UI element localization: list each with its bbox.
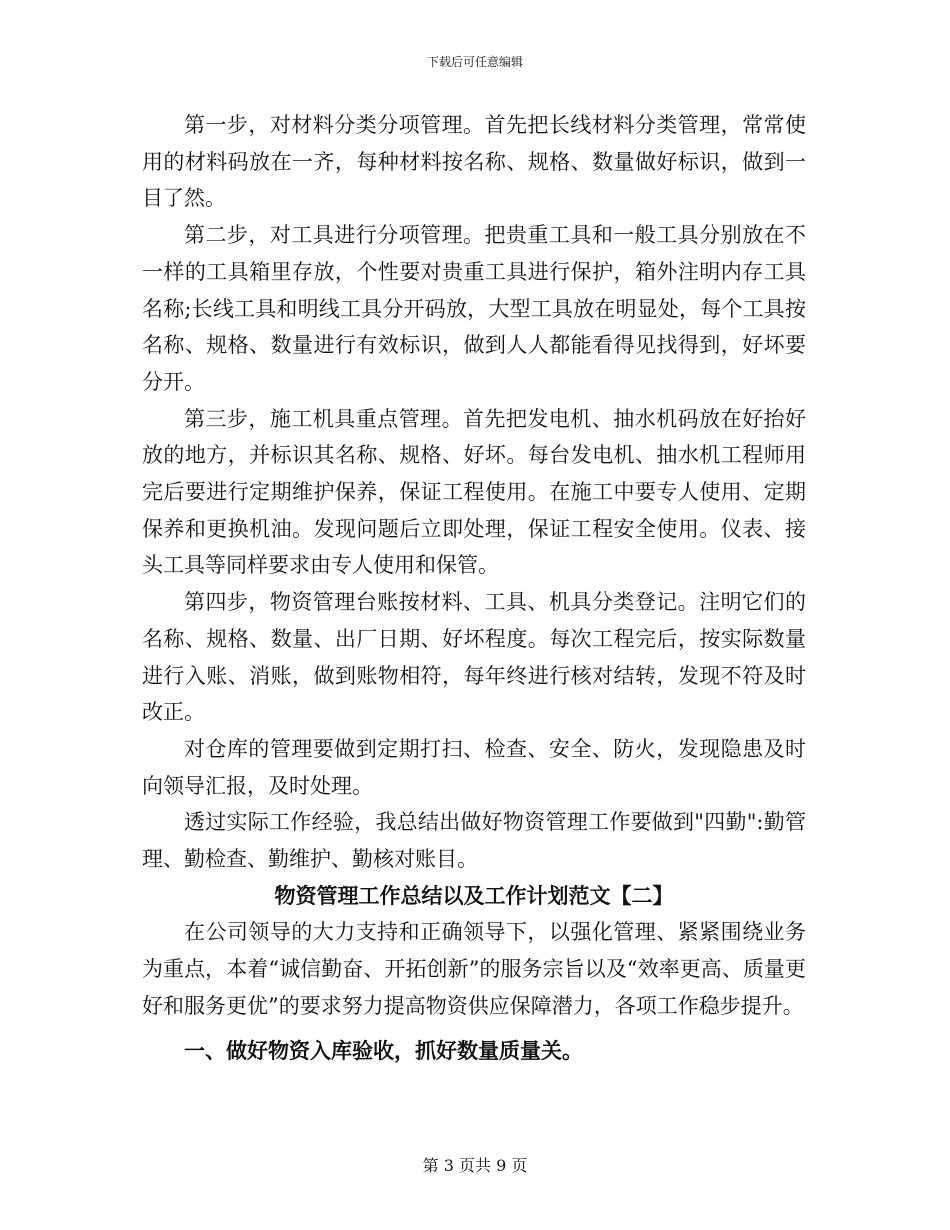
paragraph-step-4: 第四步，物资管理台账按材料、工具、机具分类登记。注明它们的名称、规格、数量、出厂日期、好坏程度。每次工程完后，按实际数量进行入账、消账，做到账物相符，每年终进行核对结转，发现不符及时改正。: [142, 590, 806, 725]
document-body: [142, 107, 806, 1069]
paragraph-step-2: 第二步，对工具进行分项管理。把贵重工具和一般工具分别放在不一样的工具箱里存放，个性要对贵重工具进行保护，箱外注明内存工具名称;长线工具和明线工具分开码放，大型工具放在明显处，每个工具按名称、规格、数量进行有效标识，做到人人都能看得见找得到，好坏要分开。: [142, 223, 806, 394]
page-footer: 第 3 页共 9 页: [422, 1156, 528, 1175]
paragraph-step-3: 第三步，施工机具重点管理。首先把发电机、抽水机码放在好抬好放的地方，并标识其名称、规格、好坏。每台发电机、抽水机工程师用完后要进行定期维护保养，保证工程使用。在施工中要专人使用、定期保养和更换机油。发现问题后立即处理，保证工程安全使用。仪表、接头工具等同样要求由专人使用和保管。: [142, 406, 806, 578]
page-header: 下载后可任意编辑: [426, 55, 523, 69]
subheading: 一、做好物资入库验收，抓好数量质量关。: [184, 1037, 583, 1063]
paragraph-summary: 透过实际工作经验，我总结出做好物资管理工作要做到"四勤":勤管理、勤检查、勤维护、勤核对账目。: [142, 810, 806, 872]
paragraph-intro: 在公司领导的大力支持和正确领导下，以强化管理、紧紧围绕业务为重点，本着“诚信勤奋、开拓创新”的服务宗旨以及“效率更高、质量更好和服务更优”的要求努力提高物资供应保障潜力，各项工作稳步提升。: [142, 920, 806, 1018]
section-title: 物资管理工作总结以及工作计划范文【二】: [274, 882, 674, 908]
paragraph-step-1: 第一步，对材料分类分项管理。首先把长线材料分类管理，常常使用的材料码放在一齐，每种材料按名称、规格、数量做好标识，做到一目了然。: [142, 113, 806, 211]
paragraph-warehouse: 对仓库的管理要做到定期打扫、检查、安全、防火，发现隐患及时向领导汇报，及时处理。: [142, 736, 806, 798]
